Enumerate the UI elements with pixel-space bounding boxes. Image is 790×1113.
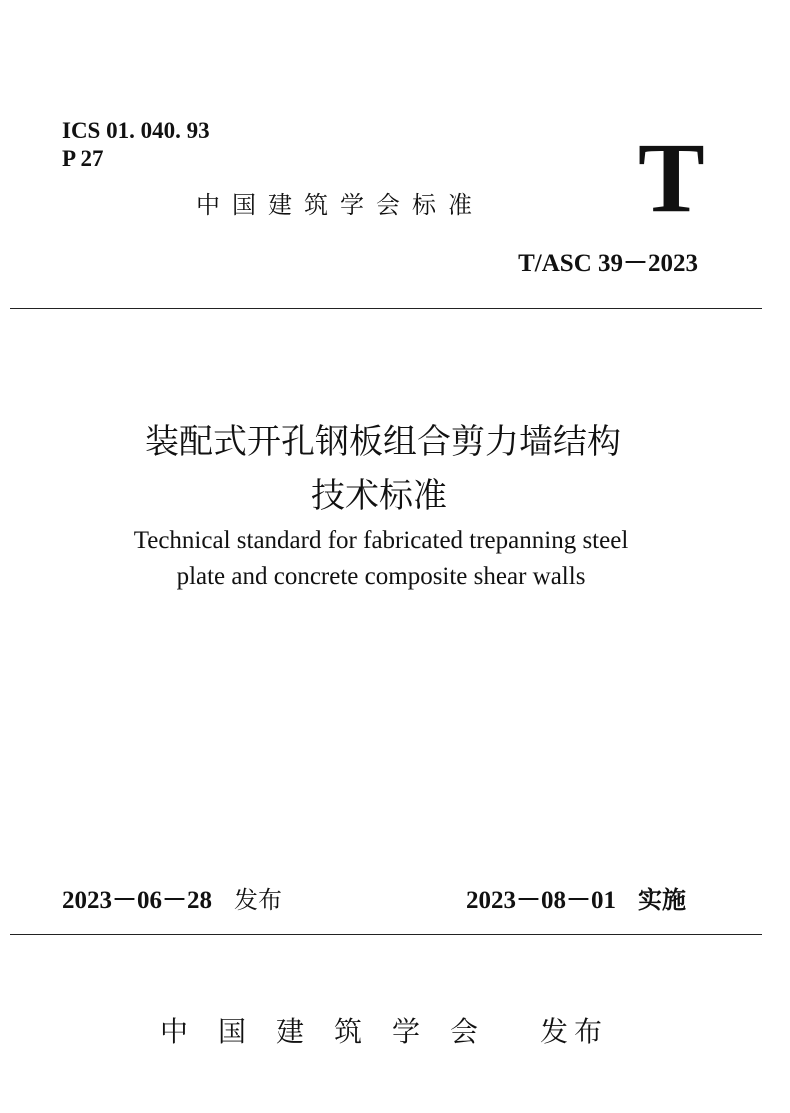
implement-date: 2023－08－01 (466, 887, 617, 914)
ccs-code: P 27 (62, 146, 104, 171)
top-divider (10, 308, 762, 309)
publisher-word: 发布 (540, 1015, 609, 1048)
title-cn-line2: 技术标准 (311, 476, 447, 516)
series-name: 中国建筑学会标准 (196, 191, 484, 219)
implement-word: 实施 (638, 886, 687, 914)
implement-date-block (466, 880, 686, 916)
title-en-line2: plate and concrete composite shear walls (176, 563, 586, 590)
standard-number: T/ASC 39－2023 (518, 250, 698, 277)
issue-date: 2023－06－28 (62, 887, 213, 914)
issue-date-block (62, 880, 282, 916)
issue-word: 发布 (234, 886, 283, 914)
publisher-name: 中国建筑学会 (160, 1015, 509, 1048)
publisher-line (160, 1010, 608, 1050)
ics-code: ICS 01. 040. 93 (62, 118, 210, 143)
title-en-line1: Technical standard for fabricated trepanning steel (133, 527, 629, 554)
title-cn-line1: 装配式开孔钢板组合剪力墙结构 (145, 422, 621, 462)
bottom-divider (10, 934, 762, 935)
standard-type-letter: T (638, 122, 705, 233)
